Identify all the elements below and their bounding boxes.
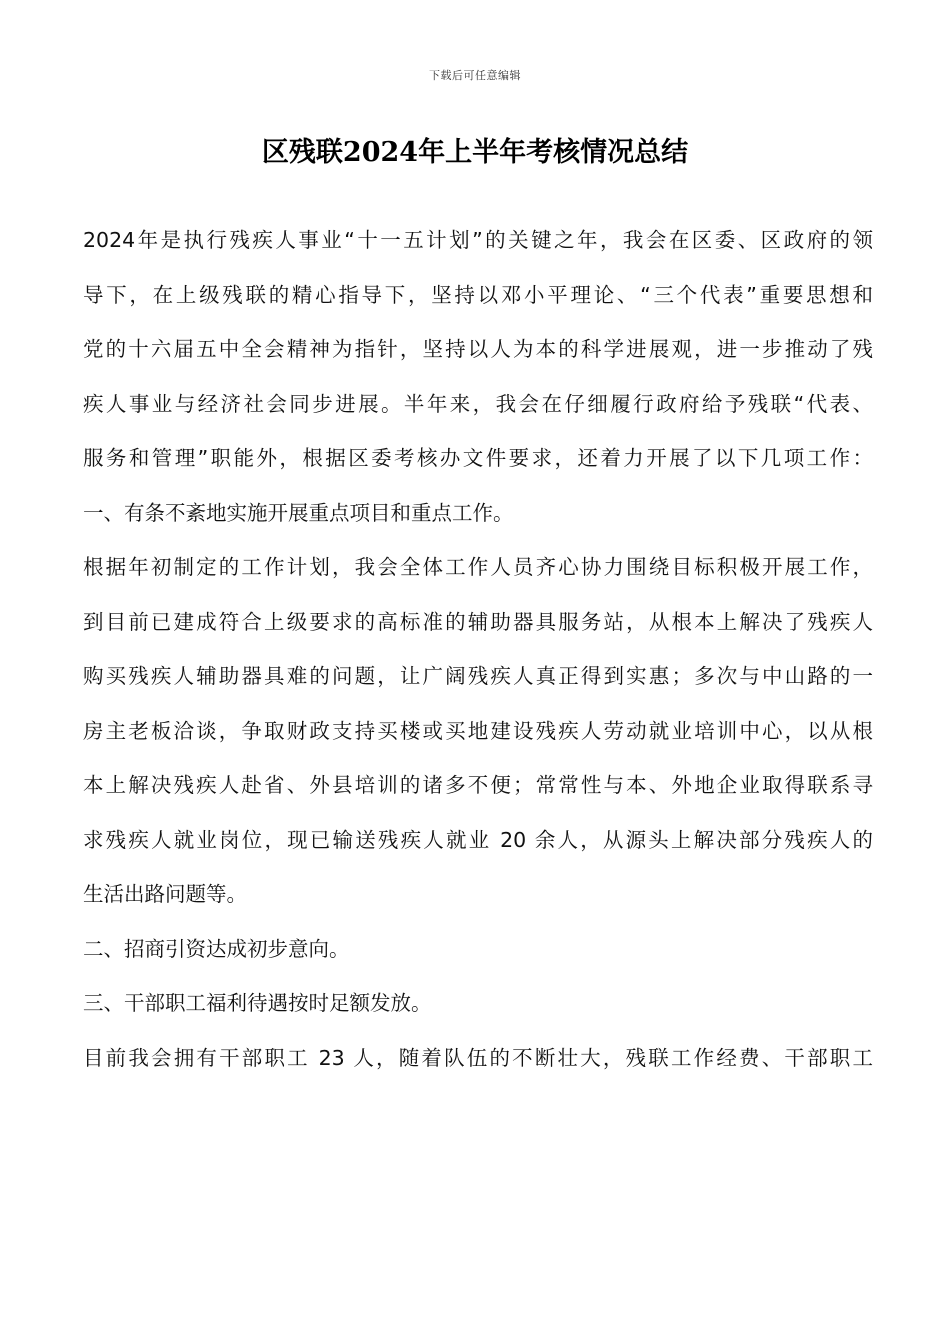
paragraph-line: 到目前已建成符合上级要求的高标准的辅助器具服务站，从根本上解决了残疾人 [83, 609, 873, 634]
section-heading: 二、招商引资达成初步意向。 [83, 936, 350, 961]
paragraph-line: 导下，在上级残联的精心指导下，坚持以邓小平理论、“三个代表”重要思想和 [83, 282, 873, 307]
paragraph-line: 求残疾人就业岗位，现已输送残疾人就业 20 余人，从源头上解决部分残疾人的 [83, 827, 873, 852]
paragraph-line: 党的十六届五中全会精神为指针，坚持以人为本的科学进展观，进一步推动了残 [83, 337, 873, 361]
paragraph-line: 2024年是执行残疾人事业“十一五计划”的关键之年，我会在区委、区政府的领 [83, 228, 873, 252]
paragraph-line: 疾人事业与经济社会同步进展。半年来，我会在仔细履行政府给予残联“代表、 [83, 391, 873, 416]
paragraph-line: 购买残疾人辅助器具难的问题，让广阔残疾人真正得到实惠；多次与中山路的一 [83, 664, 873, 688]
section-heading: 三、干部职工福利待遇按时足额发放。 [83, 991, 432, 1015]
paragraph-line: 根据年初制定的工作计划，我会全体工作人员齐心协力围绕目标积极开展工作， [83, 555, 873, 579]
paragraph-line: 房主老板洽谈，争取财政支持买楼或买地建设残疾人劳动就业培训中心，以从根 [83, 718, 873, 743]
document-title: 区残联2024年上半年考核情况总结 [261, 137, 689, 168]
paragraph-line: 生活出路问题等。 [83, 882, 247, 906]
paragraph-line: 目前我会拥有干部职工 23 人，随着队伍的不断壮大，残联工作经费、干部职工 [83, 1045, 873, 1070]
document-body [83, 213, 873, 1085]
paragraph-line: 服务和管理”职能外，根据区委考核办文件要求，还着力开展了以下几项工作： [83, 446, 873, 470]
header-note: 下载后可任意编辑 [429, 69, 521, 82]
paragraph-line: 本上解决残疾人赴省、外县培训的诸多不便；常常性与本、外地企业取得联系寻 [83, 773, 873, 797]
section-heading: 一、有条不紊地实施开展重点项目和重点工作。 [83, 500, 514, 525]
